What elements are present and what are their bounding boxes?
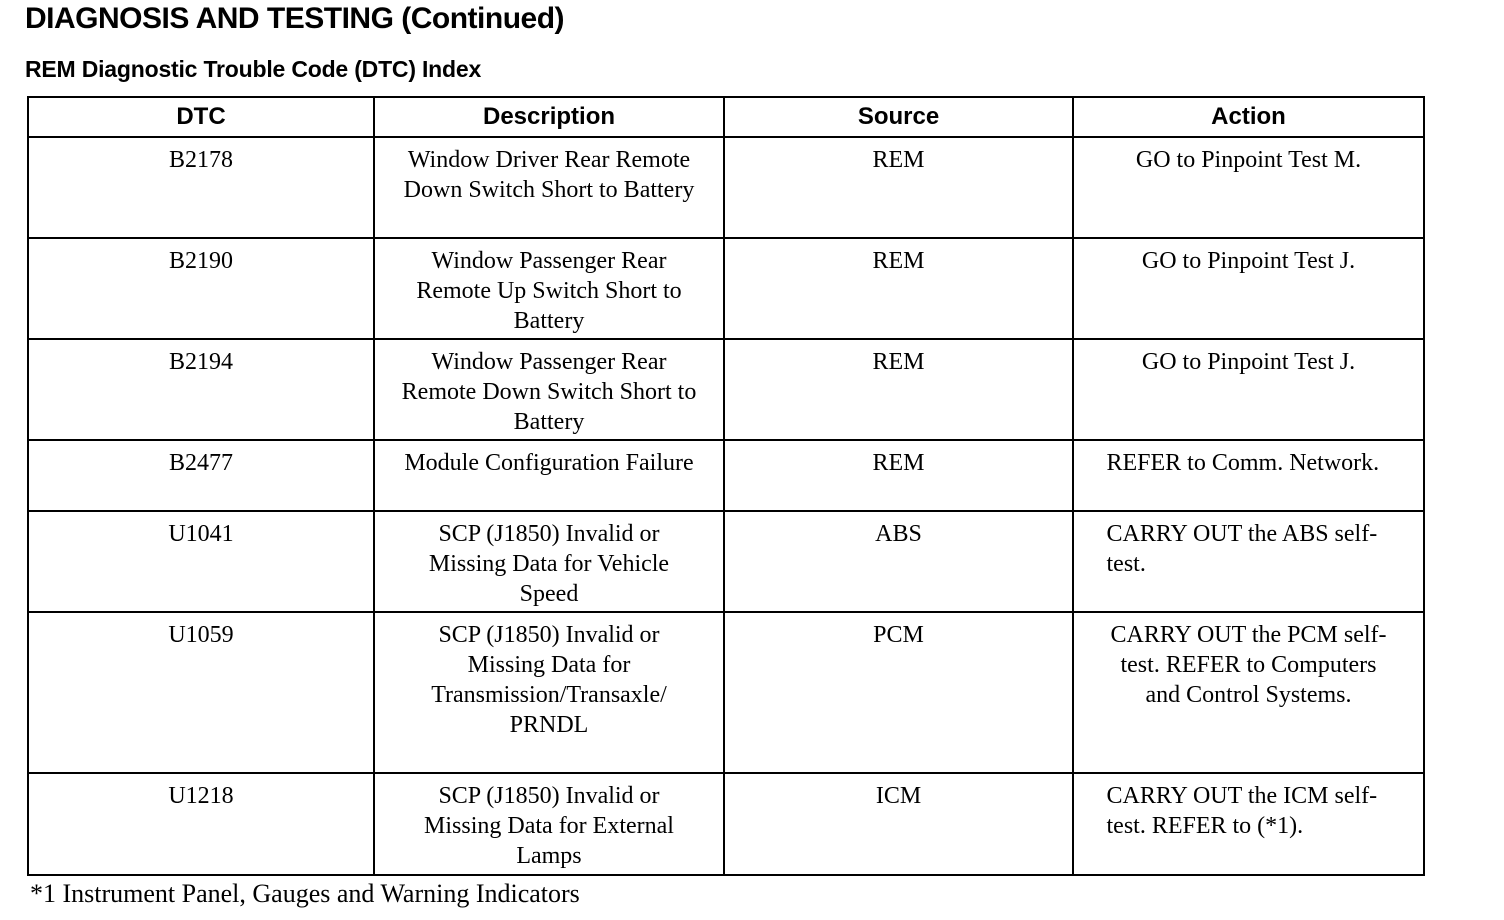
column-header-dtc: DTC bbox=[28, 97, 374, 137]
source-text: REM bbox=[872, 450, 925, 476]
action-cell bbox=[1073, 238, 1424, 339]
action-cell bbox=[1073, 137, 1424, 238]
column-header-action: Action bbox=[1073, 97, 1424, 137]
table-row bbox=[28, 339, 1424, 440]
dtc-code: U1218 bbox=[168, 783, 234, 809]
action-text: REFER to Comm. Network. bbox=[1106, 450, 1380, 476]
dtc-code: U1041 bbox=[168, 521, 234, 547]
dtc-code-cell bbox=[28, 137, 374, 238]
table-row bbox=[28, 612, 1424, 773]
action-text: GO to Pinpoint Test J. bbox=[1141, 248, 1356, 274]
action-cell bbox=[1073, 511, 1424, 612]
action-cell bbox=[1073, 612, 1424, 773]
description-text: SCP (J1850) Invalid or Missing Data for Vehicle Speed bbox=[428, 521, 670, 607]
dtc-code-cell bbox=[28, 339, 374, 440]
description-cell bbox=[374, 339, 724, 440]
table-row bbox=[28, 238, 1424, 339]
column-header-description: Description bbox=[374, 97, 724, 137]
table-title: REM Diagnostic Trouble Code (DTC) Index bbox=[25, 56, 482, 82]
dtc-code: B2190 bbox=[168, 248, 233, 274]
source-cell bbox=[724, 612, 1073, 773]
description-cell bbox=[374, 511, 724, 612]
source-text: REM bbox=[872, 349, 925, 375]
source-cell bbox=[724, 238, 1073, 339]
description-cell bbox=[374, 440, 724, 511]
source-text: PCM bbox=[873, 622, 924, 648]
action-text: GO to Pinpoint Test J. bbox=[1141, 349, 1356, 375]
description-cell bbox=[374, 137, 724, 238]
action-text: CARRY OUT the ABS self-test. bbox=[1106, 521, 1378, 577]
action-text: GO to Pinpoint Test M. bbox=[1135, 147, 1362, 173]
dtc-code: U1059 bbox=[168, 622, 234, 648]
description-text: Window Driver Rear Remote Down Switch Short to Battery bbox=[403, 147, 695, 203]
column-header-source: Source bbox=[724, 97, 1073, 137]
description-text: SCP (J1850) Invalid or Missing Data for External Lamps bbox=[424, 783, 674, 869]
table-row bbox=[28, 773, 1424, 875]
description-cell bbox=[374, 773, 724, 875]
source-text: REM bbox=[872, 248, 925, 274]
dtc-code-cell bbox=[28, 238, 374, 339]
description-text: Window Passenger Rear Remote Down Switch Short to Battery bbox=[401, 349, 697, 435]
table-row bbox=[28, 440, 1424, 511]
source-cell bbox=[724, 440, 1073, 511]
table-row bbox=[28, 511, 1424, 612]
action-text: CARRY OUT the ICM self-test. REFER to (*1). bbox=[1106, 783, 1378, 839]
source-cell bbox=[724, 137, 1073, 238]
dtc-index-table bbox=[27, 96, 1425, 876]
dtc-code: B2194 bbox=[168, 349, 233, 375]
dtc-code-cell bbox=[28, 773, 374, 875]
table-row bbox=[28, 137, 1424, 238]
source-text: ICM bbox=[875, 783, 922, 809]
source-text: REM bbox=[872, 147, 925, 173]
source-cell bbox=[724, 773, 1073, 875]
source-cell bbox=[724, 511, 1073, 612]
action-text: CARRY OUT the PCM self-test. REFER to Computers and Control Systems. bbox=[1110, 622, 1387, 708]
footnote: *1 Instrument Panel, Gauges and Warning Indicators bbox=[30, 879, 580, 908]
dtc-code-cell bbox=[28, 612, 374, 773]
description-cell bbox=[374, 238, 724, 339]
description-text: Window Passenger Rear Remote Up Switch Short to Battery bbox=[416, 248, 682, 334]
source-cell bbox=[724, 339, 1073, 440]
description-text: SCP (J1850) Invalid or Missing Data for Transmission/Transaxle/ PRNDL bbox=[431, 622, 667, 738]
page-heading: DIAGNOSIS AND TESTING (Continued) bbox=[25, 2, 565, 35]
description-text: Module Configuration Failure bbox=[404, 450, 694, 476]
dtc-code: B2178 bbox=[168, 147, 233, 173]
action-cell bbox=[1073, 773, 1424, 875]
description-cell bbox=[374, 612, 724, 773]
dtc-code: B2477 bbox=[168, 450, 233, 476]
source-text: ABS bbox=[875, 521, 922, 547]
table-header-row bbox=[28, 97, 1424, 137]
action-cell bbox=[1073, 339, 1424, 440]
dtc-code-cell bbox=[28, 511, 374, 612]
action-cell bbox=[1073, 440, 1424, 511]
dtc-code-cell bbox=[28, 440, 374, 511]
